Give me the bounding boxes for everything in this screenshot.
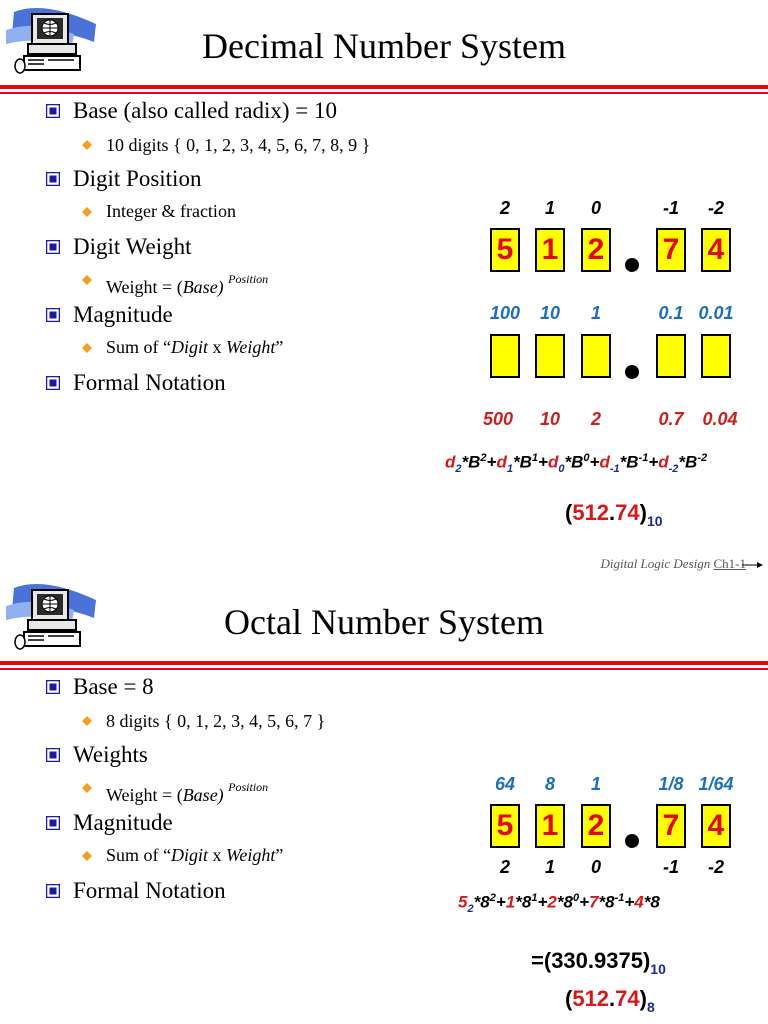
weight-label: 100	[489, 303, 521, 323]
digit-box: 1	[535, 228, 565, 272]
sub-integer-fraction: Integer & fraction	[106, 201, 236, 221]
weight-label: 1/64	[698, 774, 734, 794]
square-bullet-icon	[46, 308, 60, 322]
octal-to-decimal-result: $=(330.9375)_{10}$	[531, 948, 666, 977]
weight-label: 0.01	[698, 303, 734, 323]
diamond-bullet-icon	[82, 851, 92, 861]
diamond-bullet-icon	[82, 716, 92, 726]
digit-box: 5	[490, 804, 520, 848]
square-bullet-icon	[46, 680, 60, 694]
diamond-bullet-icon	[82, 207, 92, 217]
radix-point	[625, 834, 639, 848]
digit-box: 7	[656, 228, 686, 272]
empty-box	[535, 334, 565, 378]
position-label: 1	[544, 198, 555, 218]
title-rule	[0, 85, 768, 89]
arrow-right-icon	[742, 561, 764, 569]
decimal-result: $(512.74)_{10}$	[565, 500, 663, 529]
diamond-bullet-icon	[82, 275, 92, 285]
position-label: 0	[590, 857, 601, 877]
product-label: 0.7	[658, 409, 684, 429]
product-label: 0.04	[702, 409, 738, 429]
sub-digits: 10 digits { 0, 1, 2, 3, 4, 5, 6, 7, 8, 9 }	[106, 135, 371, 155]
digit-box: 2	[581, 804, 611, 848]
product-label: 10	[539, 409, 561, 429]
weight-label: 10	[539, 303, 561, 323]
digit-box: 4	[701, 228, 731, 272]
slide-octal	[0, 576, 768, 1024]
position-label: 1	[544, 857, 555, 877]
bullet-formal-notation: Formal Notation	[73, 370, 226, 395]
empty-box	[656, 334, 686, 378]
bullet-base: Base (also called radix) = 10	[73, 98, 337, 123]
digit-box: 4	[701, 804, 731, 848]
product-label: 500	[482, 409, 514, 429]
position-label: -2	[707, 857, 724, 877]
diamond-bullet-icon	[82, 783, 92, 793]
weight-label: 64	[494, 774, 516, 794]
square-bullet-icon	[46, 376, 60, 390]
bullet-magnitude: Magnitude	[73, 810, 173, 835]
bullet-base: Base = 8	[73, 674, 154, 699]
square-bullet-icon	[46, 104, 60, 118]
position-label: -1	[662, 198, 679, 218]
octal-result: $(512.74)_8$	[565, 986, 655, 1015]
weight-label: 0.1	[658, 303, 684, 323]
digit-box: 2	[581, 228, 611, 272]
weight-label: 1	[590, 303, 601, 323]
position-label: 2	[499, 198, 510, 218]
square-bullet-icon	[46, 816, 60, 830]
bullet-magnitude: Magnitude	[73, 302, 173, 327]
square-bullet-icon	[46, 748, 60, 762]
title-rule-thin	[0, 668, 768, 670]
position-label: 0	[590, 198, 601, 218]
sub-sum: Sum of “Digit x Weight”	[106, 337, 284, 357]
bullet-digit-position: Digit Position	[73, 166, 202, 191]
title-rule	[0, 661, 768, 665]
square-bullet-icon	[46, 172, 60, 186]
sub-digits: 8 digits { 0, 1, 2, 3, 4, 5, 6, 7 }	[106, 711, 326, 731]
weight-label: 8	[544, 774, 555, 794]
position-label: -2	[707, 198, 724, 218]
product-label: 2	[590, 409, 601, 429]
empty-box	[490, 334, 520, 378]
radix-point	[625, 258, 639, 272]
position-label: 2	[499, 857, 510, 877]
sub-weight-formula: Weight = (Base) $^{Position}$	[106, 272, 269, 297]
square-bullet-icon	[46, 884, 60, 898]
digit-box: 5	[490, 228, 520, 272]
formal-notation-formula: $5_2*8^2+1*8^1+2*8^0+7*8^{-1}+4*8$	[458, 892, 660, 916]
square-bullet-icon	[46, 240, 60, 254]
digit-box: 1	[535, 804, 565, 848]
empty-box	[581, 334, 611, 378]
slide-title: Octal Number System	[224, 602, 544, 642]
diamond-bullet-icon	[82, 343, 92, 353]
weight-label: 1	[590, 774, 601, 794]
slide-title: Decimal Number System	[202, 26, 566, 66]
bullet-formal-notation: Formal Notation	[73, 878, 226, 903]
bullet-weights: Weights	[73, 742, 148, 767]
title-rule-thin	[0, 92, 768, 94]
weight-label: 1/8	[658, 774, 684, 794]
position-label: -1	[662, 857, 679, 877]
formal-notation-formula: $d_2*B^2+d_1*B^1+d_0*B^0+d_{-1}*B^{-1}+d_{-2}*B^{-2}$	[445, 452, 708, 476]
diamond-bullet-icon	[82, 140, 92, 150]
sub-weight-formula: Weight = (Base) $^{Position}$	[106, 780, 269, 805]
footer: Digital Logic Design Ch1-1	[600, 556, 746, 571]
digit-box: 7	[656, 804, 686, 848]
bullet-digit-weight: Digit Weight	[73, 234, 192, 259]
radix-point	[625, 365, 639, 379]
sub-sum: Sum of “Digit x Weight”	[106, 845, 284, 865]
empty-box	[701, 334, 731, 378]
